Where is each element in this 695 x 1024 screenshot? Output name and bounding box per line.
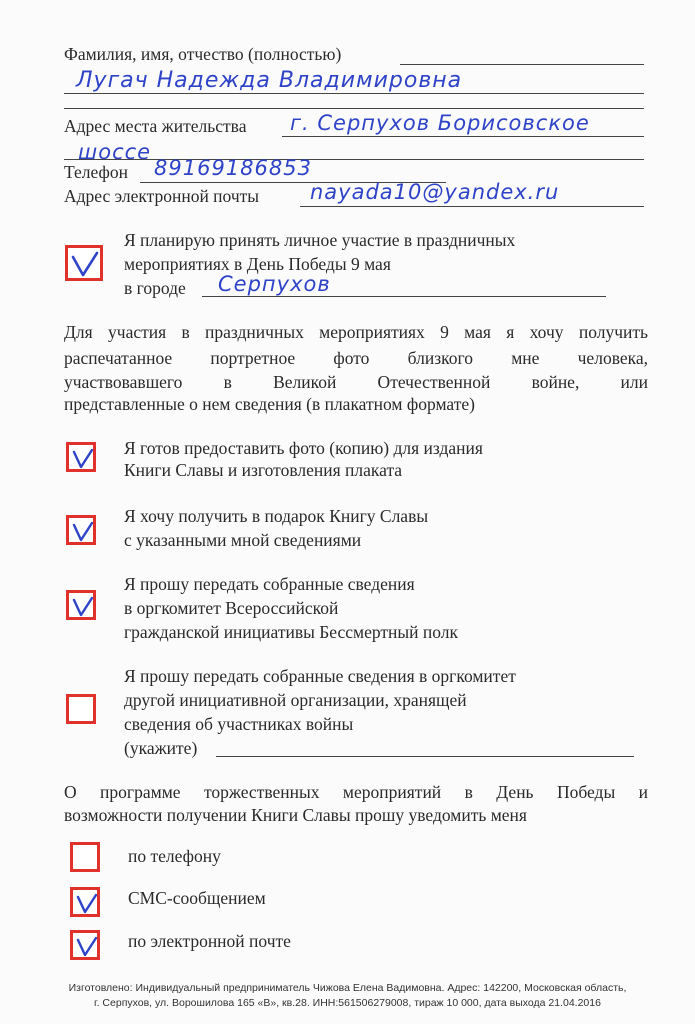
address-line-2 xyxy=(64,159,644,160)
footer-line-2: г. Серпухов, ул. Ворошилова 165 «В», кв.28. ИНН:561506279008, тираж 10 000, дата выхода 21.04.2016 xyxy=(94,997,601,1009)
notify-line-1: О программе торжественных мероприятий в День Победы и xyxy=(64,782,648,802)
option-regiment-checkbox[interactable] xyxy=(66,590,96,620)
notify-sms-checkbox[interactable] xyxy=(70,887,100,917)
option-book-checkbox[interactable] xyxy=(66,515,96,545)
phone-label: Телефон xyxy=(64,162,128,182)
email-label: Адрес электронной почты xyxy=(64,186,260,206)
option-other-org-line-3: сведения об участниках войны xyxy=(124,714,354,734)
fio-label: Фамилия, имя, отчество (полностью) xyxy=(64,44,342,64)
address-line xyxy=(282,136,644,137)
check-mark-icon xyxy=(71,448,95,470)
notify-email-checkbox[interactable] xyxy=(70,930,100,960)
fio-line-2 xyxy=(64,93,644,94)
phone-value[interactable]: 89169186853 xyxy=(154,156,312,180)
fio-line xyxy=(400,64,644,65)
other-org-line xyxy=(216,756,634,757)
address-value-2[interactable]: шоссе xyxy=(78,140,152,164)
check-mark-icon xyxy=(75,936,99,958)
address-value-1[interactable]: г. Серпухов Борисовское xyxy=(290,111,590,135)
option-other-org-line-1: Я прошу передать собранные сведения в оргкомитет xyxy=(124,666,516,686)
fio-value[interactable]: Лугач Надежда Владимировна xyxy=(76,68,463,93)
participation-line-1: Я планирую принять личное участие в праздничных xyxy=(124,230,516,250)
option-other-org-checkbox[interactable] xyxy=(66,694,96,724)
notify-sms-label: СМС-сообщением xyxy=(128,888,266,908)
option-photo-line-1: Я готов предоставить фото (копию) для издания xyxy=(124,438,483,458)
option-regiment-line-3: гражданской инициативы Бессмертный полк xyxy=(124,622,459,642)
participation-city-label: в городе xyxy=(124,278,186,298)
check-mark-icon xyxy=(71,521,95,543)
notify-phone-checkbox[interactable] xyxy=(70,842,100,872)
option-regiment-line-2: в оргкомитет Всероссийской xyxy=(124,598,339,618)
footer-line-1: Изготовлено: Индивидуальный предприниматель Чижова Елена Вадимовна. Адрес: 142200, Московская область, xyxy=(68,982,627,994)
participation-line-2: мероприятиях в День Победы 9 мая xyxy=(124,254,391,274)
check-mark-icon xyxy=(71,596,95,618)
participation-checkbox[interactable] xyxy=(65,245,103,281)
option-book-line-1: Я хочу получить в подарок Книгу Славы xyxy=(124,506,429,526)
option-photo-line-2: Книги Славы и изготовления плаката xyxy=(124,460,403,480)
notify-email-label: по электронной почте xyxy=(128,931,291,951)
city-line xyxy=(202,296,606,297)
option-regiment-line-1: Я прошу передать собранные сведения xyxy=(124,574,415,594)
option-book-line-2: с указанными мной сведениями xyxy=(124,530,362,550)
city-value[interactable]: Серпухов xyxy=(218,272,331,296)
check-mark-icon xyxy=(75,893,99,915)
intro-line-2: распечатанное портретное фото близкого мне человека, xyxy=(64,348,648,368)
fio-line-3 xyxy=(64,108,644,109)
intro-line-4: представленные о нем сведения (в плакатном формате) xyxy=(64,394,475,414)
notify-phone-label: по телефону xyxy=(128,846,221,866)
intro-line-1: Для участия в праздничных мероприятиях 9 мая я хочу получить xyxy=(64,322,648,342)
notify-line-2: возможности получении Книги Славы прошу уведомить меня xyxy=(64,805,527,825)
check-mark-icon xyxy=(70,251,100,279)
option-other-org-line-4: (укажите) xyxy=(124,738,198,758)
option-photo-checkbox[interactable] xyxy=(66,442,96,472)
address-label: Адрес места жительства xyxy=(64,116,247,136)
email-line xyxy=(300,206,644,207)
option-other-org-line-2: другой инициативной организации, хранящей xyxy=(124,690,467,710)
email-value[interactable]: nayada10@yandex.ru xyxy=(310,180,560,204)
intro-line-3: участвовавшего в Великой Отечественной войне, или xyxy=(64,372,648,392)
